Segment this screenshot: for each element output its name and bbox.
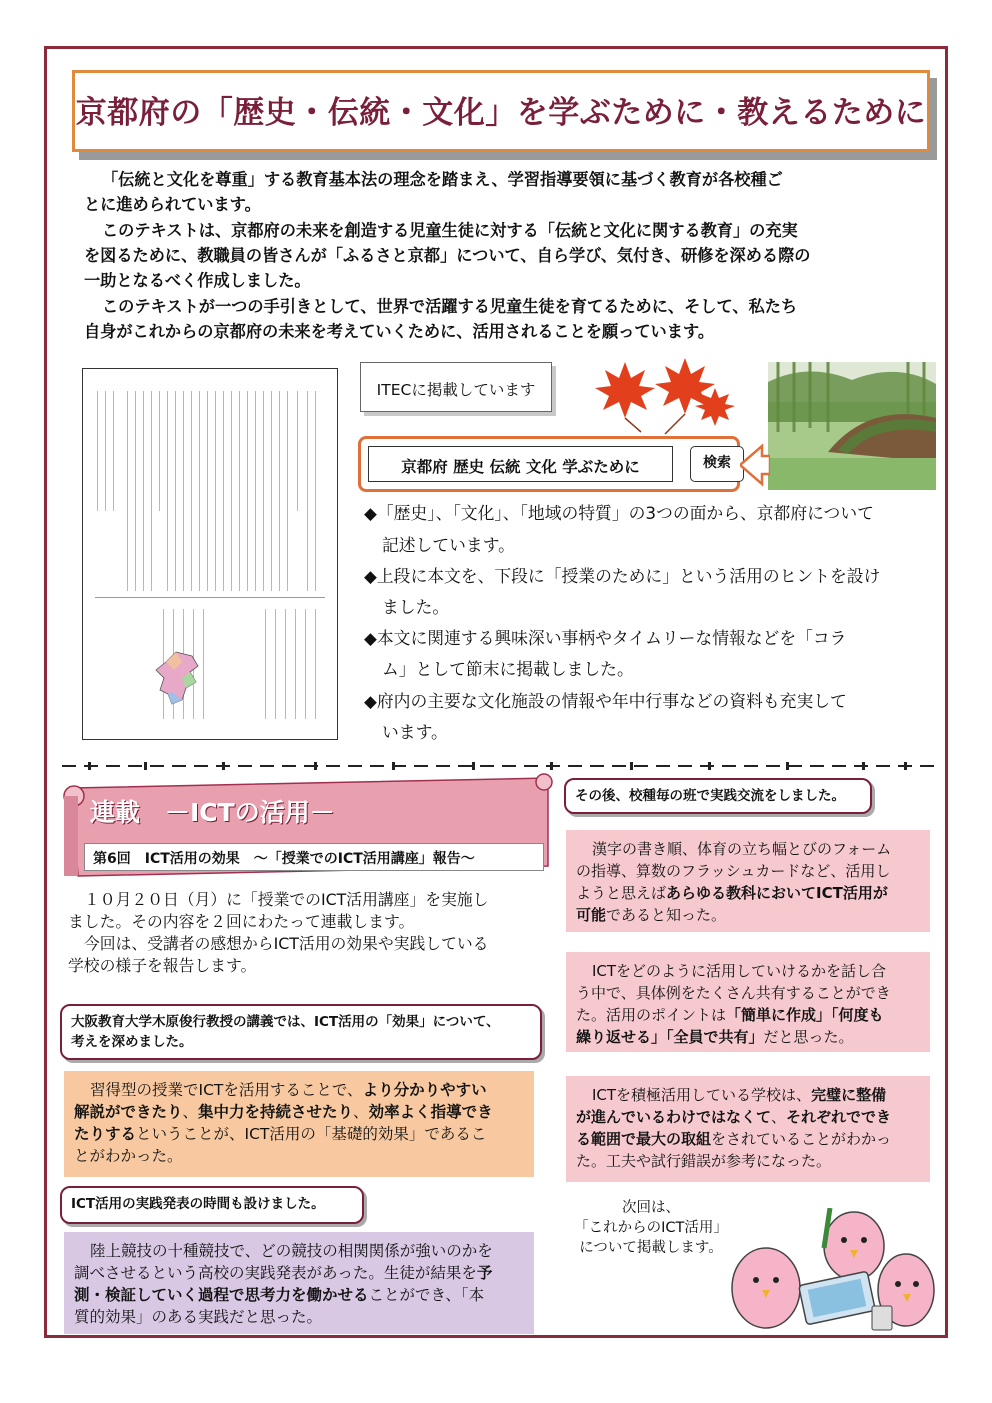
feature-bullet: 記述しています。 [382,535,515,555]
intro-line: このテキストが一つの手引きとして、世界で活躍する児童生徒を育てるために、そして、私たち [102,297,798,316]
feature-bullet: います。 [382,722,448,742]
note-emphasis: 予 [476,1264,493,1282]
note-text: をされていることがわかっ [711,1130,892,1148]
note-text: だと思った。 [763,1028,854,1046]
note-emphasis: あらゆる教科においてICT活用が [666,884,888,902]
feature-bullet: ◆上段に本文を、下段に「授業のために」という活用のヒントを設け [364,566,881,586]
note-emphasis: 効率よく指導でき [368,1103,493,1121]
intro-line: 自身がこれからの京都府の未来を考えていくために、活用されることを願っています。 [84,322,715,341]
note-emphasis: 可能 [576,906,607,924]
kyoto-earthwork-photo [768,362,936,490]
note-emphasis: 解説ができたり [74,1103,183,1121]
note-text: 調べさせるという高校の実践発表があった。生徒が結果を [74,1264,477,1282]
note-text: た。活用のポイントは [576,1006,727,1024]
note-emphasis: 完璧に整備 [811,1086,887,1104]
note-text: た。工夫や試行錯誤が参考になった。 [576,1152,832,1170]
note-text: ICTを積極活用している学校は、 [592,1086,812,1104]
series-subtitle: 第6回 ICT活用の効果 ～「授業でのICT活用講座」報告～ [93,851,475,867]
feature-bullet: ◆府内の主要な文化施設の情報や年中行事などの資料も充実して [364,691,847,711]
note-text: 、 [353,1103,369,1121]
series-subtitle-box [84,843,544,871]
page-title: 京都府の「歴史・伝統・文化」を学ぶために・教えるために [75,95,927,131]
note-text: の指導、算数のフラッシュカードなど、活用し [576,862,891,880]
exchange-note-2 [566,952,930,1052]
title-box [72,70,930,152]
next-line: 「これからのICT活用」 [574,1220,728,1236]
feature-bullet: ム」として節末に掲載しました。 [382,659,634,679]
lecture-note [64,1071,534,1177]
next-line: について掲載します。 [579,1240,723,1256]
practice-note [64,1232,534,1334]
series-body-line: １０月２０日（月）に「授業でのICT活用講座」を実施し [84,890,489,909]
note-text: とがわかった。 [74,1147,183,1165]
feature-bullet: ました。 [382,597,450,617]
next-issue-note [566,1198,736,1258]
note-text: 漢字の書き順、体育の立ち幅とびのフォーム [592,840,892,858]
itec-label-box [360,362,552,412]
note-text: う中で、具体例をたくさん共有することができ [576,984,891,1002]
note-emphasis: る範囲で最大の取組 [576,1130,712,1148]
note-emphasis: が進んでいるわけではなくて [576,1108,772,1126]
lecture-callout [60,1004,542,1060]
note-text: 陸上競技の十種競技で、どの競技の相関関係が強いのかを [90,1242,493,1260]
note-text: ICTをどのように活用していけるかを話し合 [592,962,887,980]
series-body-line: ました。その内容を２回にわたって連載します。 [68,912,415,931]
note-text: ということが、ICT活用の「基礎的効果」であるこ [136,1125,487,1143]
maple-leaves-icon [585,352,745,438]
note-text: 、 [182,1103,199,1121]
intro-line: 「伝統と文化を尊重」する教育基本法の理念を踏まえ、学習指導要領に基づく教育が各校種ご [102,170,783,189]
note-text: であると知った。 [606,906,727,924]
kyoto-map-icon [146,648,216,708]
note-text: ことができ、「本 [368,1286,485,1304]
intro-line: 一助となるべく作成しました。 [84,271,311,290]
practice-callout: ICT活用の実践発表の時間も設けました。 [60,1186,364,1224]
note-emphasis: 測・検証していく過程で思考力を働かせる [74,1286,369,1304]
intro-line: を図るために、教職員の皆さんが「ふるさと京都」について、自ら学び、気付き、研修を深める際の [84,246,811,265]
note-text: ようと思えば [576,884,667,902]
note-emphasis: 集中力を持続させたり [198,1103,354,1121]
note-emphasis: 繰り返せる」「全員で共有」 [576,1028,764,1046]
note-text: 習得型の授業でICTを活用することで、 [90,1081,363,1099]
search-button[interactable]: 検索 [690,446,744,482]
next-line: 次回は、 [622,1200,680,1216]
exchange-note-3 [566,1076,930,1182]
series-title: 連載 －ICTの活用－ [90,798,335,827]
exchange-note-1 [566,830,930,932]
intro-line: とに進められています。 [84,195,261,214]
note-emphasis: それぞれででき [786,1108,892,1126]
callout-line: 考えを深めました。 [71,1034,193,1050]
search-query: 京都府 歴史 伝統 文化 学ぶために [401,458,640,476]
note-emphasis: 「簡単に作成」「何度も [726,1006,884,1024]
note-text: 質的効果」のある実践だと思った。 [74,1308,323,1326]
intro-line: このテキストは、京都府の未来を創造する児童生徒に対する「伝統と文化に関する教育」の充実 [102,221,798,240]
feature-bullet: ◆本文に関連する興味深い事柄やタイムリーな情報などを「コラ [364,628,847,648]
itec-label: ITECに掲載しています [376,381,536,399]
search-input[interactable] [368,446,673,482]
bird-mascots-illustration [726,1208,936,1332]
series-body-line: 今回は、受講者の感想からICT活用の効果や実践している [84,934,489,953]
exchange-callout: その後、校種毎の班で実践交流をしました。 [564,778,872,814]
callout-line: 大阪教育大学木原俊行教授の講義では、ICT活用の「効果」について、 [71,1014,500,1030]
note-emphasis: より分かりやすい [362,1081,487,1099]
series-body-line: 学校の様子を報告します。 [68,956,257,975]
feature-bullet: ◆「歴史」、「文化」、「地域の特質」の3つの面から、京都府について [364,503,874,523]
arrow-left-icon [740,442,770,488]
note-emphasis: たりする [74,1125,137,1143]
note-text: 、 [771,1108,787,1126]
